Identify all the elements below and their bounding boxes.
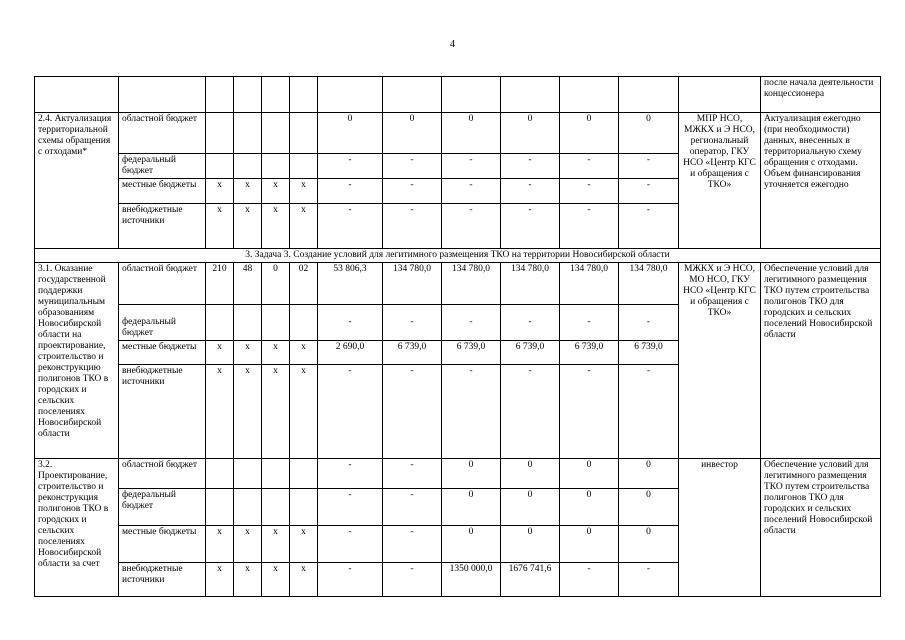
value-cell: 0 xyxy=(501,526,560,563)
value-cell: 0 xyxy=(619,459,679,489)
code-cell: x xyxy=(234,563,262,597)
value-cell: - xyxy=(318,154,383,179)
code-cell: x xyxy=(290,365,318,459)
code-cell: x xyxy=(206,563,234,597)
value-cell: - xyxy=(501,204,560,249)
value-cell: - xyxy=(501,305,560,341)
value-cell: - xyxy=(560,179,619,204)
value-cell: - xyxy=(442,154,501,179)
value-cell: - xyxy=(383,179,442,204)
code-cell: x xyxy=(262,341,290,365)
continuation-note: после начала деятельности концессионера xyxy=(761,77,881,113)
source-local: местные бюджеты xyxy=(119,179,206,204)
value-cell: - xyxy=(383,154,442,179)
code-cell: x xyxy=(234,341,262,365)
code-cell: 48 xyxy=(234,263,262,305)
value-cell: - xyxy=(501,154,560,179)
value-cell: 6 739,0 xyxy=(442,341,501,365)
value-cell: - xyxy=(619,563,679,597)
program-table xyxy=(34,76,881,597)
value-cell: - xyxy=(619,179,679,204)
value-cell: 53 806,3 xyxy=(318,263,383,305)
value-cell: - xyxy=(619,365,679,459)
value-cell: 0 xyxy=(560,113,619,154)
value-cell: 0 xyxy=(619,113,679,154)
value-cell: 6 739,0 xyxy=(383,341,442,365)
code-cell: x xyxy=(234,204,262,249)
value-cell: 0 xyxy=(501,489,560,526)
code-cell: 0 xyxy=(262,263,290,305)
value-cell: 0 xyxy=(619,526,679,563)
source-extra: внебюджетные источники xyxy=(119,365,206,459)
source-federal: федеральный бюджет xyxy=(119,154,206,179)
source-regional: областной бюджет xyxy=(119,459,206,489)
source-extra: внебюджетные источники xyxy=(119,563,206,597)
row-3-1-title: 3.1. Оказание государственной поддержки муниципальным образованиям Новосибирской области на проектирование, строительство и реконструкцию полигонов ТКО в городских и сельских поселениях Новосибирской области xyxy=(35,263,119,459)
code-cell: x xyxy=(262,179,290,204)
code-cell: x xyxy=(290,563,318,597)
code-cell: x xyxy=(290,204,318,249)
continuation-row xyxy=(35,77,881,113)
value-cell: 0 xyxy=(560,459,619,489)
value-cell: 0 xyxy=(442,526,501,563)
code-cell: x xyxy=(262,204,290,249)
value-cell: - xyxy=(619,154,679,179)
row-2-4-executor: МПР НСО, МЖКХ и Э НСО, региональный оператор, ГКУ НСО «Центр КГС и обращения с ТКО» xyxy=(679,113,761,249)
value-cell: 2 690,0 xyxy=(318,341,383,365)
value-cell: 0 xyxy=(442,489,501,526)
value-cell: - xyxy=(442,365,501,459)
row-2-4-regional xyxy=(35,113,881,154)
value-cell: - xyxy=(318,179,383,204)
value-cell: 6 739,0 xyxy=(501,341,560,365)
value-cell: - xyxy=(383,204,442,249)
section-3-title: 3. Задача 3. Создание условий для легитимного размещения ТКО на территории Новосибирской области xyxy=(35,249,881,263)
value-cell: - xyxy=(318,365,383,459)
code-cell: x xyxy=(234,526,262,563)
value-cell: - xyxy=(383,459,442,489)
value-cell: - xyxy=(383,365,442,459)
value-cell: 134 780,0 xyxy=(501,263,560,305)
code-cell: x xyxy=(262,526,290,563)
value-cell: - xyxy=(501,179,560,204)
value-cell: 0 xyxy=(383,113,442,154)
source-extra: внебюджетные источники xyxy=(119,204,206,249)
source-local: местные бюджеты xyxy=(119,526,206,563)
row-3-1-result: Обеспечение условий для легитимного размещения ТКО путем строительства полигонов ТКО для городских и сельских поселений Новосибирской области xyxy=(761,263,881,459)
value-cell: 0 xyxy=(442,113,501,154)
source-regional: областной бюджет xyxy=(119,113,206,154)
value-cell: 1676 741,6 xyxy=(501,563,560,597)
code-cell: x xyxy=(290,341,318,365)
code-cell: x xyxy=(206,204,234,249)
value-cell: - xyxy=(318,489,383,526)
value-cell: - xyxy=(318,526,383,563)
code-cell: x xyxy=(290,526,318,563)
value-cell: 0 xyxy=(501,459,560,489)
value-cell: 0 xyxy=(560,489,619,526)
value-cell: 0 xyxy=(619,489,679,526)
value-cell: - xyxy=(560,154,619,179)
row-3-2-title: 3.2. Проектирование, строительство и реконструкция полигонов ТКО в городских и сельских поселениях Новосибирской области за счет xyxy=(35,459,119,597)
row-2-4-result: Актуализация ежегодно (при необходимости) данных, внесенных в территориальную схему обращения с отходами. Объем финансирования уточняется ежегодно xyxy=(761,113,881,249)
value-cell: - xyxy=(383,489,442,526)
value-cell: - xyxy=(442,179,501,204)
value-cell: 0 xyxy=(442,459,501,489)
row-2-4-title: 2.4. Актуализация территориальной схемы обращения с отходами* xyxy=(35,113,119,249)
value-cell: 6 739,0 xyxy=(560,341,619,365)
source-local: местные бюджеты xyxy=(119,341,206,365)
value-cell: 0 xyxy=(318,113,383,154)
value-cell: - xyxy=(501,365,560,459)
source-federal: федеральный бюджет xyxy=(119,305,206,341)
value-cell: - xyxy=(383,526,442,563)
code-cell: 02 xyxy=(290,263,318,305)
value-cell: 0 xyxy=(501,113,560,154)
code-cell: x xyxy=(262,563,290,597)
value-cell: 134 780,0 xyxy=(383,263,442,305)
code-cell: x xyxy=(234,179,262,204)
row-3-1-regional xyxy=(35,263,881,305)
row-3-1-executor: МЖКХ и Э НСО, МО НСО, ГКУ НСО «Центр КГС и обращения с ТКО» xyxy=(679,263,761,459)
code-cell: x xyxy=(206,365,234,459)
source-regional: областной бюджет xyxy=(119,263,206,305)
code-cell: x xyxy=(234,365,262,459)
page-number: 4 xyxy=(450,39,455,50)
row-3-2-result: Обеспечение условий для легитимного размещения ТКО путем строительства полигонов ТКО для городских и сельских поселений Новосибирской области xyxy=(761,459,881,597)
value-cell: 134 780,0 xyxy=(619,263,679,305)
value-cell: 134 780,0 xyxy=(442,263,501,305)
value-cell: - xyxy=(442,204,501,249)
value-cell: - xyxy=(383,305,442,341)
value-cell: 0 xyxy=(560,526,619,563)
row-3-2-executor: инвестор xyxy=(679,459,761,597)
value-cell: - xyxy=(619,204,679,249)
value-cell: - xyxy=(560,305,619,341)
code-cell: x xyxy=(290,179,318,204)
value-cell: - xyxy=(619,305,679,341)
value-cell: - xyxy=(560,365,619,459)
value-cell: - xyxy=(383,563,442,597)
value-cell: - xyxy=(560,204,619,249)
value-cell: - xyxy=(318,459,383,489)
code-cell: x xyxy=(206,179,234,204)
value-cell: - xyxy=(442,305,501,341)
code-cell: x xyxy=(206,526,234,563)
value-cell: - xyxy=(318,563,383,597)
code-cell: x xyxy=(206,341,234,365)
value-cell: 134 780,0 xyxy=(560,263,619,305)
source-federal: федеральный бюджет xyxy=(119,489,206,526)
value-cell: 1350 000,0 xyxy=(442,563,501,597)
value-cell: 6 739,0 xyxy=(619,341,679,365)
value-cell: - xyxy=(318,305,383,341)
code-cell: x xyxy=(262,365,290,459)
row-3-2-regional xyxy=(35,459,881,489)
code-cell: 210 xyxy=(206,263,234,305)
value-cell: - xyxy=(318,204,383,249)
value-cell: - xyxy=(560,563,619,597)
section-3-row xyxy=(35,249,881,263)
